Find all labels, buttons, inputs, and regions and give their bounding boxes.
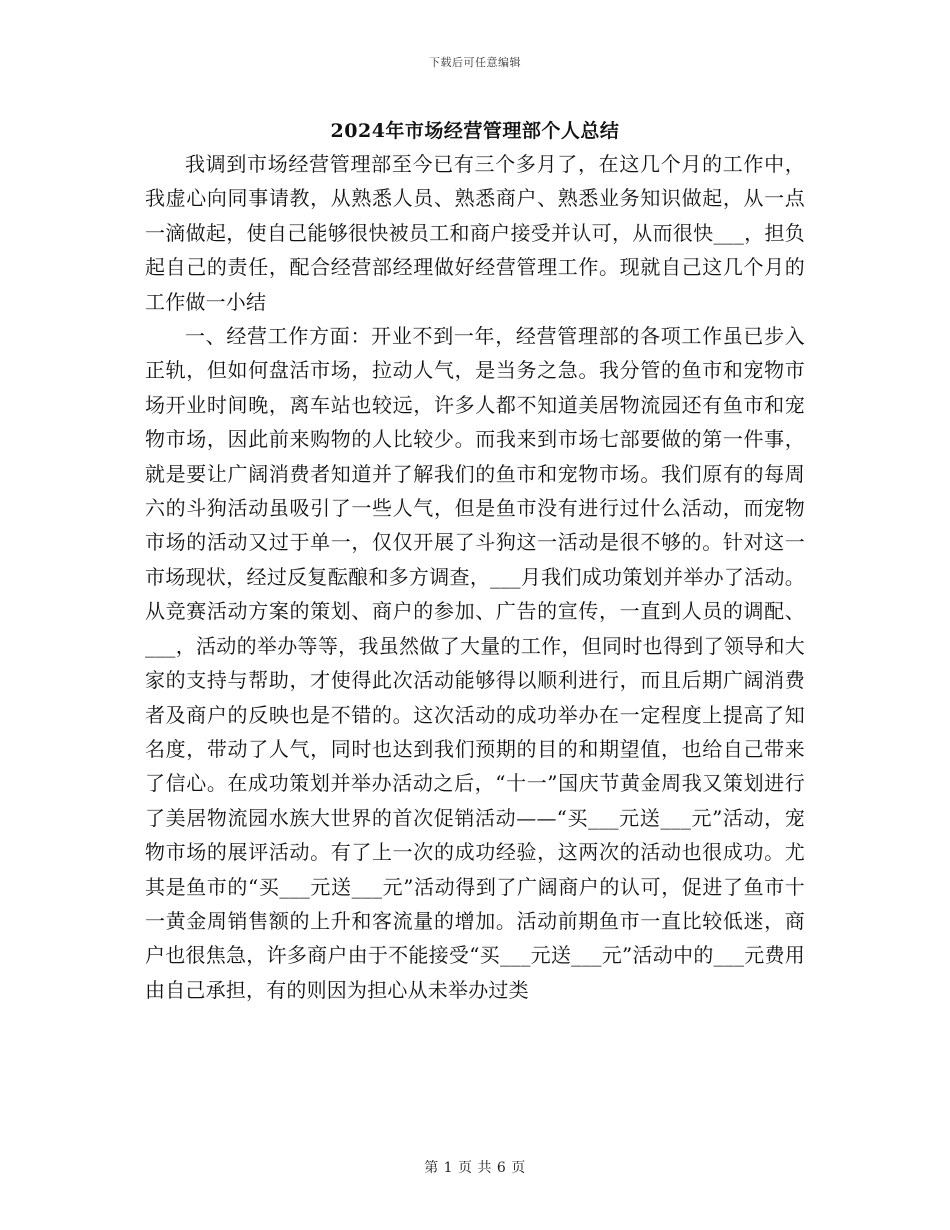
document-body xyxy=(145,147,805,1007)
page-header-note: 下载后可任意编辑 xyxy=(429,56,521,69)
document-title: 2024年市场经营管理部个人总结 xyxy=(330,120,620,142)
paragraph-operations: 一、经营工作方面：开业不到一年，经营管理部的各项工作虽已步入正轨，但如何盘活市场，拉动人气，是当务之急。我分管的鱼市和宠物市场开业时间晚，离车站也较远，许多人都不知道美居物流园还有鱼市和宠物市场，因此前来购物的人比较少。而我来到市场七部要做的第一件事，就是要让广阔消费者知道并了解我们的鱼市和宠物市场。我们原有的每周六的斗狗活动虽吸引了一些人气，但是鱼市没有进行过什么活动，而宠物市场的活动又过于单一，仅仅开展了斗狗这一活动是很不够的。针对这一市场现状，经过反复酝酿和多方调查，___月我们成功策划并举办了活动。从竞赛活动方案的策划、商户的参加、广告的宣传，一直到人员的调配、___，活动的举办等等，我虽然做了大量的工作，但同时也得到了领导和大家的支持与帮助，才使得此次活动能够得以顺利进行，而且后期广阔消费者及商户的反映也是不错的。这次活动的成功举办在一定程度上提高了知名度，带动了人气，同时也达到我们预期的目的和期望值，也给自己带来了信心。在成功策划并举办活动之后，“十一”国庆节黄金周我又策划进行了美居物流园水族大世界的首次促销活动——“买___元送___元”活动，宠物市场的展评活动。有了上一次的成功经验，这两次的活动也很成功。尤其是鱼市的“买___元送___元”活动得到了广阔商户的认可，促进了鱼市十一黄金周销售额的上升和客流量的增加。活动前期鱼市一直比较低迷，商户也很焦急，许多商户由于不能接受“买___元送___元”活动中的___元费用由自己承担，有的则因为担心从未举办过类 xyxy=(145,324,805,1002)
paragraph-intro: 我调到市场经营管理部至今已有三个多月了，在这几个月的工作中，我虚心向同事请教，从熟悉人员、熟悉商户、熟悉业务知识做起，从一点一滴做起，使自己能够很快被员工和商户接受并认可，从而很快___，担负起自己的责任，配合经营部经理做好经营管理工作。现就自己这几个月的工作做一小结 xyxy=(145,152,805,314)
page-number: 第 1 页 共 6 页 xyxy=(424,1160,526,1176)
